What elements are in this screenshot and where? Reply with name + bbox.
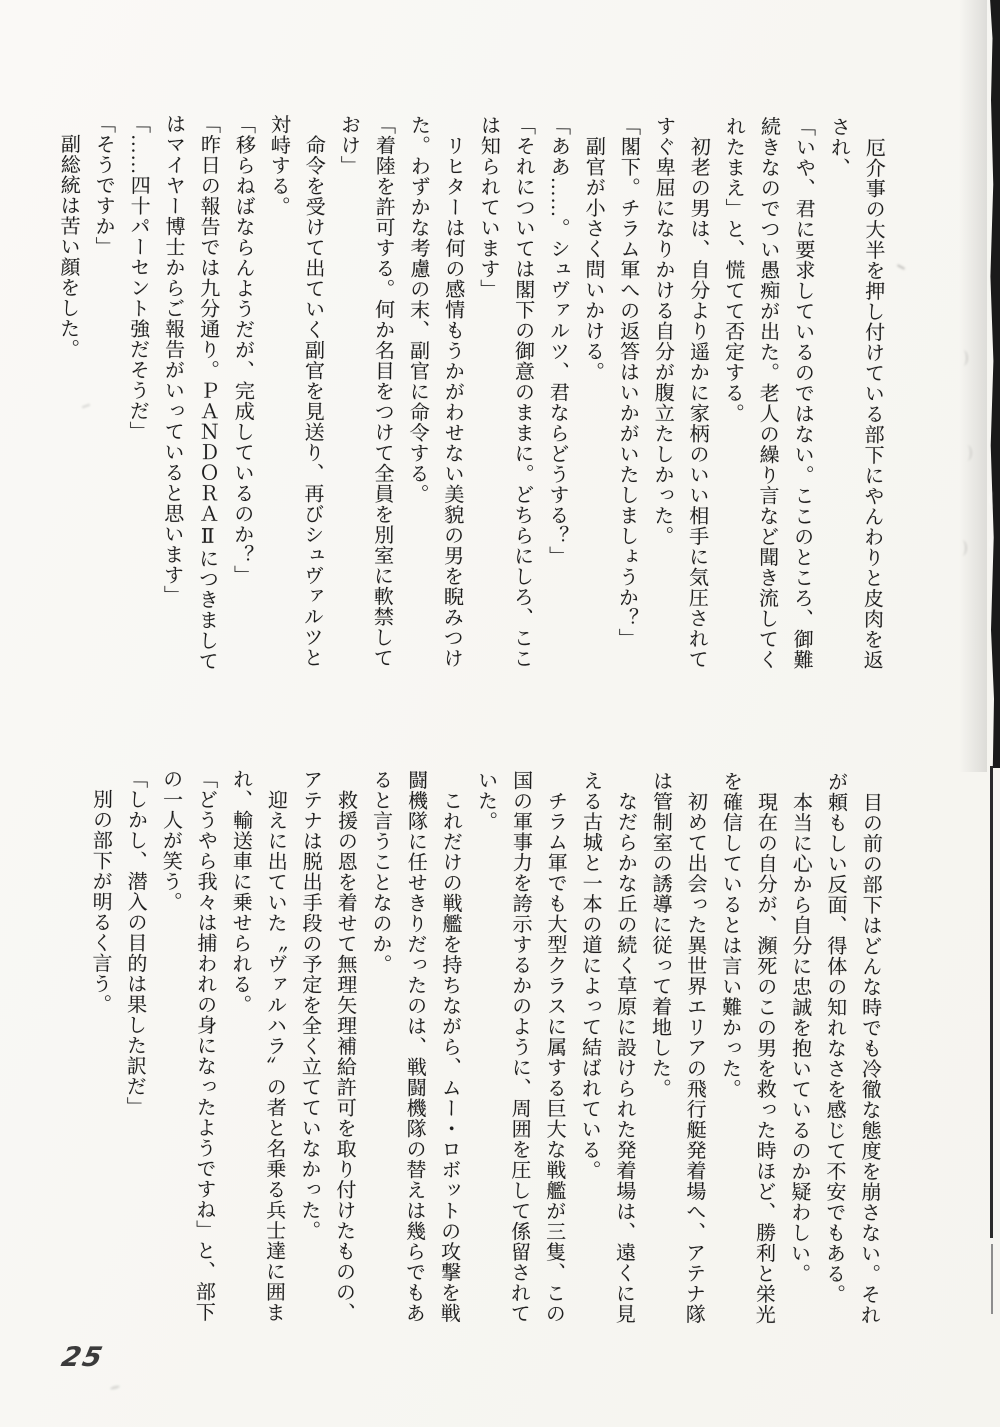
text-column: 「……四十パーセント強だそうだ」 bbox=[126, 113, 150, 442]
text-column: いた。 bbox=[474, 769, 497, 832]
text-column: なだらかな丘の続く草原に設けられた発着場は、遠くに見 bbox=[612, 770, 637, 1325]
text-column: 厄介事の大半を押し付けている部下にやんわりと皮肉を返 bbox=[860, 116, 885, 671]
text-column: され、 bbox=[827, 116, 850, 179]
page-edge-line-lower bbox=[991, 1244, 993, 1314]
text-column: が頼もしい反面、得体の知れなさを感じて不安でもある。 bbox=[822, 771, 847, 1305]
text-column: 救援の恩を着せて無理矢理補給許可を取り付けたものの、 bbox=[332, 769, 357, 1323]
text-column: 迎えに出ていた〝ヴァルハラ〟の者と名乗る兵士達に囲ま bbox=[262, 768, 287, 1323]
text-column: 「そうですか」 bbox=[91, 113, 115, 257]
text-column: を確信しているとは言い難かった。 bbox=[718, 770, 742, 1100]
scan-artifact bbox=[989, 492, 997, 507]
text-column: 国の軍事力を誇示するかのように、周囲を圧して係留されて bbox=[507, 770, 532, 1324]
scan-artifact bbox=[957, 540, 967, 556]
text-column: 続きなのでつい愚痴が出た。老人の繰り言など聞き流してく bbox=[755, 116, 780, 670]
text-column: 別の部下が明るく言う。 bbox=[88, 768, 112, 1015]
text-column: アテナは脱出手段の予定を全く立てていなかった。 bbox=[297, 769, 322, 1241]
text-column: はマイヤー博士からご報告がいっていると思います」 bbox=[160, 113, 185, 606]
scan-artifact bbox=[958, 350, 968, 366]
text-column: は知られています」 bbox=[476, 114, 500, 300]
gutter-shade bbox=[959, 0, 987, 772]
text-column: 副総統は苦い顔をした。 bbox=[56, 113, 80, 360]
text-column: 「しかし、潜入の目的は果した訳だ」 bbox=[123, 768, 147, 1117]
text-column: 命令を受けて出ていく副官を見送り、再びシュヴァルツと bbox=[300, 114, 325, 668]
text-column: 「いや、君に要求しているのではない。ここのところ、御難 bbox=[790, 116, 815, 670]
text-column: れ、輸送車に乗せられる。 bbox=[228, 768, 252, 1015]
text-column: 「どうやら我々は捕われの身になったようですね」と、部下 bbox=[192, 768, 217, 1323]
text-column: 初めて出会った異世界エリアの飛行艇発着場へ、アテナ隊 bbox=[682, 770, 707, 1325]
text-column: 闘機隊に任せきりだったのは、戦闘機隊の替えは幾らでもあ bbox=[402, 769, 427, 1324]
text-column: 「移らねばならんようだが、完成しているのか？」 bbox=[230, 113, 255, 586]
page-number: 25 bbox=[58, 1342, 107, 1373]
text-column: チラム軍でも大型クラスに属する巨大な戦艦が三隻、この bbox=[542, 770, 567, 1324]
text-column: は管制室の誘導に従って着地した。 bbox=[648, 770, 672, 1099]
text-column: 現在の自分が、瀕死のこの男を救った時ほど、勝利と栄光 bbox=[752, 771, 777, 1325]
text-column: 本当に心から自分に忠誠を抱いているのか疑わしい。 bbox=[787, 771, 812, 1284]
text-column: 「ああ……。シュヴァルツ、君ならどうする？」 bbox=[545, 115, 570, 567]
text-column: リヒターは何の感情もうかがわせない美貌の男を睨みつけ bbox=[440, 114, 465, 669]
text-column: 初老の男は、自分より遥かに家柄のいい相手に気圧されて bbox=[685, 115, 710, 670]
scan-artifact bbox=[989, 538, 996, 550]
text-column: 「昨日の報告では九分通り。ＰＡＮＤＯＲＡⅡにつきまして bbox=[195, 113, 220, 672]
text-column: すぐ卑屈になりかける自分が腹立たしかった。 bbox=[650, 115, 675, 547]
bottom-text-block bbox=[80, 768, 888, 1382]
text-column: の一人が笑う。 bbox=[159, 768, 182, 913]
text-column: える古城と一本の道によって結ばれている。 bbox=[577, 770, 602, 1181]
text-column: 対峙する。 bbox=[267, 113, 290, 217]
text-column: ると言うことなのか。 bbox=[368, 769, 392, 975]
text-column: 目の前の部下はどんな時でも冷徹な態度を崩さない。それ bbox=[857, 771, 882, 1326]
scan-artifact bbox=[962, 445, 972, 461]
text-column: た。わずかな考慮の末、副官に命令する。 bbox=[405, 114, 430, 505]
text-column: 「それについては閣下の御意のままに。どちらにしろ、ここ bbox=[510, 115, 535, 669]
text-column: 「着陸を許可する。何か名目をつけて全員を別室に軟禁して bbox=[370, 114, 395, 669]
text-column: れたまえ」と、慌てて否定する。 bbox=[721, 115, 745, 424]
top-text-block bbox=[48, 113, 891, 727]
text-column: 副官が小さく問いかける。 bbox=[581, 115, 605, 382]
text-column: これだけの戦艦を持ちながら、ムー・ロボットの攻撃を戦 bbox=[437, 769, 462, 1324]
text-column: おけ」 bbox=[337, 114, 360, 176]
page-edge-line bbox=[990, 766, 993, 1238]
text-column: 「閣下。チラム軍への返答はいかがいたしましょうか？」 bbox=[615, 115, 640, 649]
